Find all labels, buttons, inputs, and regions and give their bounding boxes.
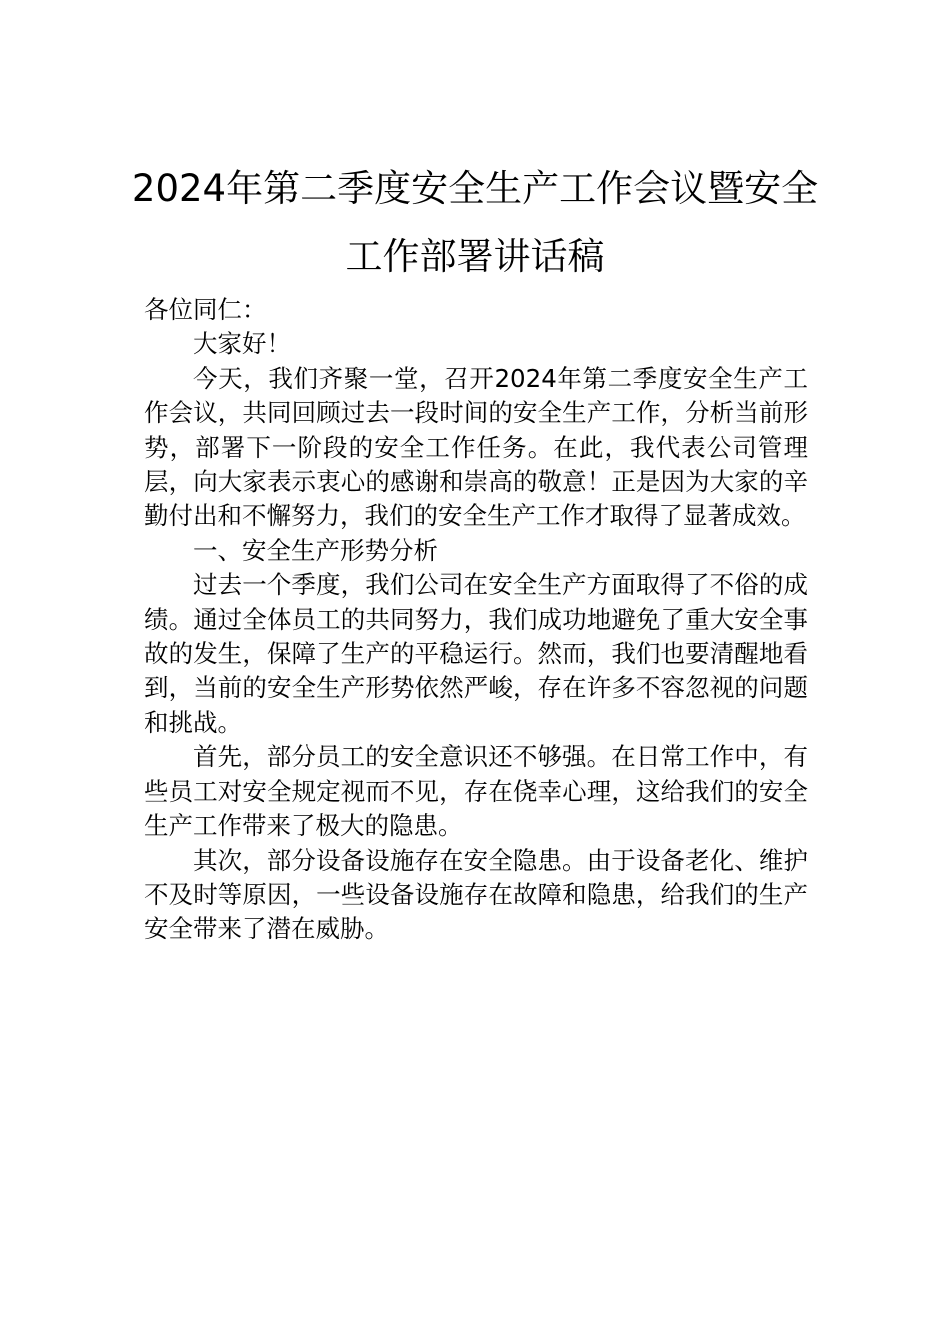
body-paragraph: 过去一个季度，我们公司在安全生产方面取得了不俗的成绩。通过全体员工的共同努力，我们成功地避免了重大安全事故的发生，保障了生产的平稳运行。然而，我们也要清醒地看到，当前的安全生产形势依然严峻，存在许多不容忽视的问题和挑战。 [144,570,808,737]
document-body [144,293,808,947]
document-title-line-2: 工作部署讲话稿 [345,235,605,278]
section-heading: 一、安全生产形势分析 [193,535,438,565]
body-paragraph: 其次，部分设备设施存在安全隐患。由于设备老化、维护不及时等原因，一些设备设施存在故障和隐患，给我们的生产安全带来了潜在威胁。 [144,845,808,944]
intro-paragraph: 今天，我们齐聚一堂，召开2024年第二季度安全生产工作会议，共同回顾过去一段时间的安全生产工作，分析当前形势，部署下一阶段的安全工作任务。在此，我代表公司管理层，向大家表示衷心的感谢和崇高的敬意！正是因为大家的辛勤付出和不懈努力，我们的安全生产工作才取得了显著成效。 [144,363,808,531]
body-paragraph: 首先，部分员工的安全意识还不够强。在日常工作中，有些员工对安全规定视而不见，存在侥幸心理，这给我们的安全生产工作带来了极大的隐患。 [144,742,808,841]
greeting: 大家好！ [193,329,291,359]
salutation: 各位同仁： [144,295,267,324]
document-title-line-1: 2024年第二季度安全生产工作会议暨安全 [131,167,819,210]
